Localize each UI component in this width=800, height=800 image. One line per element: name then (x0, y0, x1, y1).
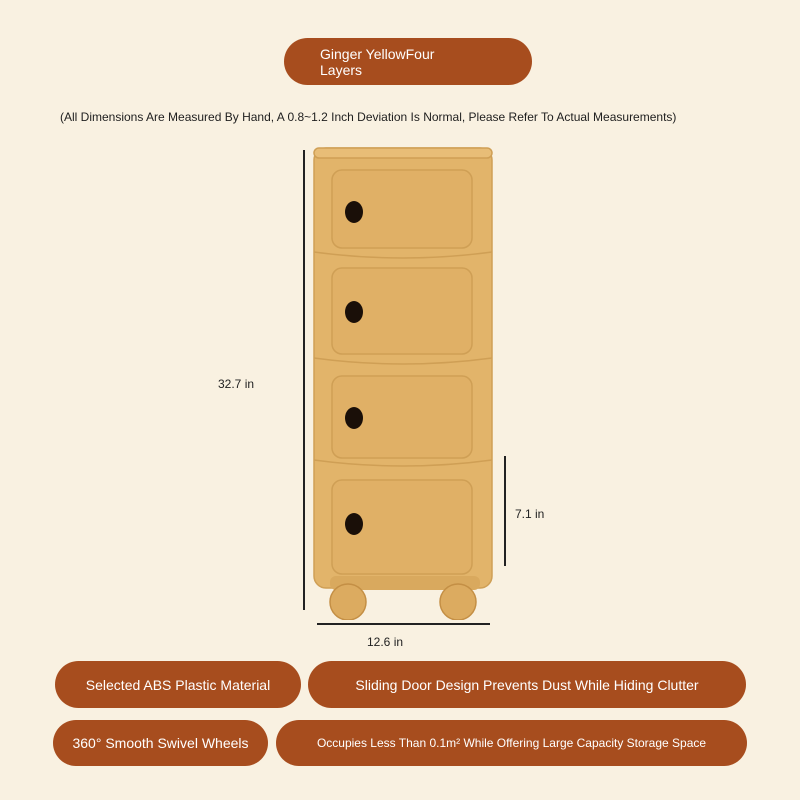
feature-badge-material (55, 661, 301, 708)
layer-height-dimension-line (504, 456, 506, 566)
feature-text: 360° Smooth Swivel Wheels (72, 735, 249, 751)
door-handle-hole (345, 201, 363, 223)
layer-height-label: 7.1 in (515, 507, 545, 521)
measurement-note: (All Dimensions Are Measured By Hand, A 0.8~1.2 Inch Deviation Is Normal, Please Refer To Actual Measurements) (60, 110, 677, 124)
door-handle-hole (345, 513, 363, 535)
product-title-badge (284, 38, 532, 85)
swivel-wheel (330, 584, 366, 620)
product-title: Ginger YellowFour Layers (320, 45, 435, 78)
swivel-wheel (440, 584, 476, 620)
feature-text: Selected ABS Plastic Material (85, 676, 271, 693)
height-label: 32.7 in (218, 377, 255, 391)
width-dimension-line (317, 623, 490, 625)
feature-badge-sliding-door (308, 661, 746, 708)
feature-badge-wheels (53, 720, 268, 766)
door-handle-hole (345, 301, 363, 323)
feature-text: Occupies Less Than 0.1m² While Offering Large Capacity Storage Space (316, 736, 707, 750)
feature-badge-space (276, 720, 747, 766)
width-label: 12.6 in (367, 635, 404, 649)
door-handle-hole (345, 407, 363, 429)
storage-cabinet-image (300, 140, 500, 620)
cabinet-top-rim (314, 148, 492, 158)
feature-text: Sliding Door Design Prevents Dust While Hiding Clutter (355, 676, 699, 693)
